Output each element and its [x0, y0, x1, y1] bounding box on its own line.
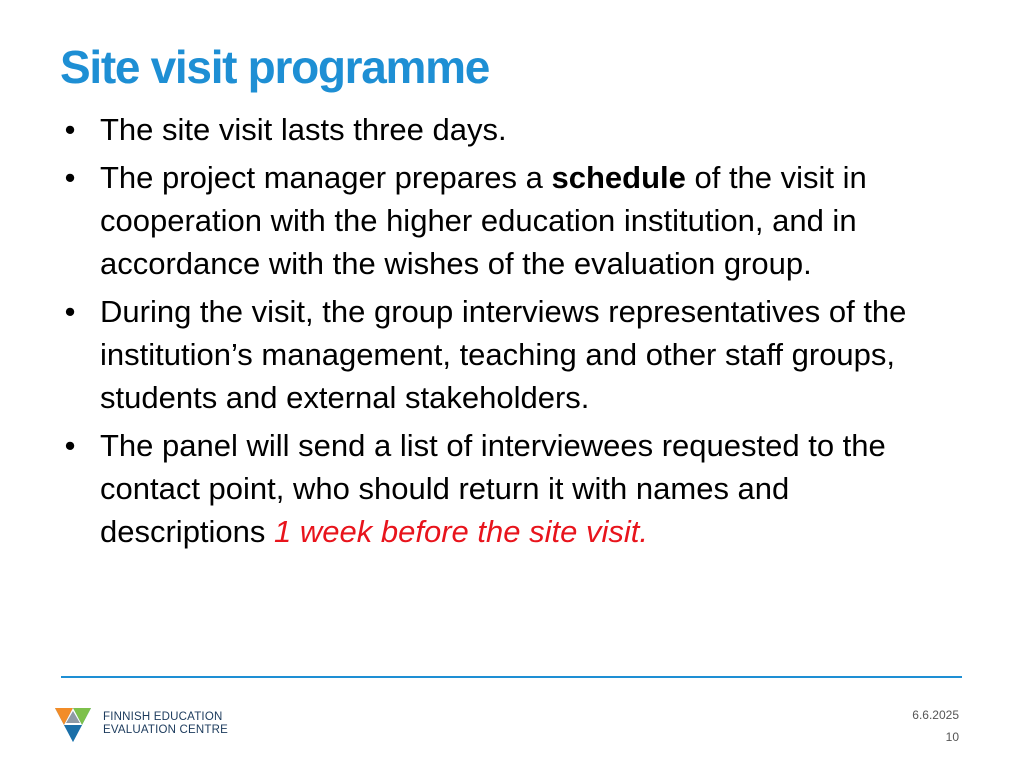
- bullet-item-duration: [60, 108, 960, 151]
- bullet-text: During the visit, the group interviews representatives of the institution’s management, teaching and other staff groups, students and external stakeholders.: [100, 294, 907, 415]
- bullet-text: The site visit lasts three days.: [100, 112, 507, 147]
- bullet-list: [60, 108, 960, 558]
- bullet-item-interviews: [60, 290, 960, 419]
- bullet-bold-term: schedule: [551, 160, 686, 195]
- logo-line-2: EVALUATION CENTRE: [103, 724, 229, 736]
- slide-title: Site visit programme: [60, 41, 490, 93]
- triangle-logo-icon: [51, 702, 95, 746]
- bullet-item-interviewee-list: [60, 424, 960, 553]
- bullet-text-end: of the visit in cooperation with the higher education institution, and in accordance with the wishes of the evaluation group.: [100, 160, 867, 281]
- organisation-logo: [51, 702, 228, 746]
- bullet-text-start: The project manager prepares a: [100, 160, 552, 195]
- bullet-marker: •: [64, 112, 76, 147]
- bullet-item-schedule: [60, 156, 960, 285]
- footer-date: 6.6.2025: [912, 708, 959, 722]
- logo-wordmark: [103, 711, 228, 737]
- bullet-marker: •: [64, 294, 76, 329]
- bullet-text-start: The panel will send a list of interviewees requested to the contact point, who should return it with names and descriptions: [100, 428, 886, 549]
- deadline-emphasis: 1 week before the site visit.: [274, 514, 648, 549]
- logo-line-1: FINNISH EDUCATION: [103, 711, 223, 723]
- footer-divider: [61, 676, 962, 678]
- page-number: 10: [945, 730, 959, 744]
- bullet-marker: •: [64, 428, 76, 463]
- bullet-marker: •: [64, 160, 76, 195]
